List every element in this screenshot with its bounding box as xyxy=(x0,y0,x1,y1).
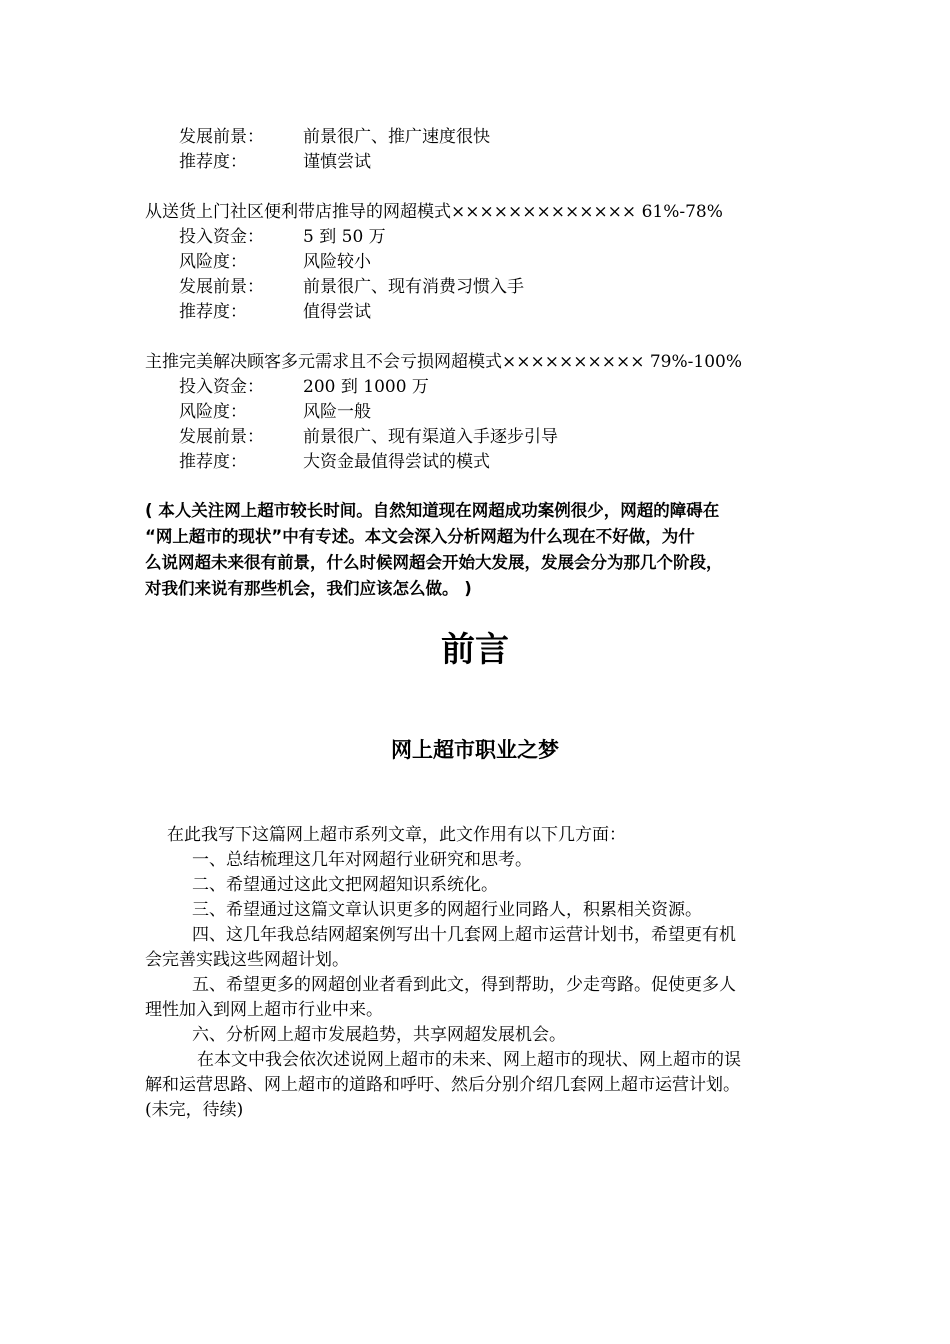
prospect-value: 前景很广、现有消费习惯入手 xyxy=(303,277,524,297)
body-paragraph-cont: 解和运营思路、网上超市的道路和呼吁、然后分别介绍几套网上超市运营计划。 xyxy=(145,1075,740,1095)
body-item: 五、希望更多的网超创业者看到此文，得到帮助，少走弯路。促使更多人 xyxy=(192,975,736,995)
recommend-label: 推荐度： xyxy=(179,452,247,472)
prospect-label: 发展前景： xyxy=(179,127,264,147)
body-item: 二、希望通过这此文把网超知识系统化。 xyxy=(192,875,498,895)
body-intro: 在此我写下这篇网上超市系列文章，此文作用有以下几方面： xyxy=(167,825,626,845)
invest-value: 200 到 1000 万 xyxy=(303,377,429,397)
recommend-label: 推荐度： xyxy=(179,152,247,172)
body-paragraph-cont: (未完，待续) xyxy=(145,1100,244,1120)
recommend-value: 谨慎尝试 xyxy=(303,152,371,172)
model-heading: 主推完美解决顾客多元需求且不会亏损网超模式×××××××××× 79%-100% xyxy=(145,352,742,372)
body-item: 三、希望通过这篇文章认识更多的网超行业同路人，积累相关资源。 xyxy=(192,900,702,920)
risk-label: 风险度： xyxy=(179,402,247,422)
risk-value: 风险较小 xyxy=(303,252,371,272)
risk-value: 风险一般 xyxy=(303,402,371,422)
prospect-value: 前景很广、推广速度很快 xyxy=(303,127,490,147)
body-item-cont: 会完善实践这些网超计划。 xyxy=(145,950,349,970)
body-paragraph: 在本文中我会依次述说网上超市的未来、网上超市的现状、网上超市的误 xyxy=(197,1050,741,1070)
invest-value: 5 到 50 万 xyxy=(303,227,386,247)
note-line: ( 本人关注网上超市较长时间。自然知道现在网超成功案例很少，网超的障碍在 xyxy=(145,501,720,520)
author-note xyxy=(145,498,810,602)
prospect-value: 前景很广、现有渠道入手逐步引导 xyxy=(303,427,558,447)
invest-label: 投入资金： xyxy=(179,377,264,397)
body-item: 一、总结梳理这几年对网超行业研究和思考。 xyxy=(192,850,532,870)
body-item: 四、这几年我总结网超案例写出十几套网上超市运营计划书，希望更有机 xyxy=(192,925,736,945)
body-item: 六、分析网上超市发展趋势，共享网超发展机会。 xyxy=(192,1025,566,1045)
section-subtitle: 网上超市职业之梦 xyxy=(391,738,559,762)
body-item-cont: 理性加入到网上超市行业中来。 xyxy=(145,1000,383,1020)
note-line: 么说网超未来很有前景，什么时候网超会开始大发展，发展会分为那几个阶段， xyxy=(145,553,723,572)
note-line: “网上超市的现状”中有专述。本文会深入分析网超为什么现在不好做，为什 xyxy=(145,527,695,546)
note-line: 对我们来说有那些机会，我们应该怎么做。 ) xyxy=(145,579,472,598)
risk-label: 风险度： xyxy=(179,252,247,272)
model-heading: 从送货上门社区便利带店推导的网超模式××××××××××××× 61%-78% xyxy=(145,202,723,222)
prospect-label: 发展前景： xyxy=(179,277,264,297)
recommend-value: 大资金最值得尝试的模式 xyxy=(303,452,490,472)
invest-label: 投入资金： xyxy=(179,227,264,247)
prospect-label: 发展前景： xyxy=(179,427,264,447)
recommend-value: 值得尝试 xyxy=(303,302,371,322)
recommend-label: 推荐度： xyxy=(179,302,247,322)
section-title: 前言 xyxy=(441,630,509,670)
